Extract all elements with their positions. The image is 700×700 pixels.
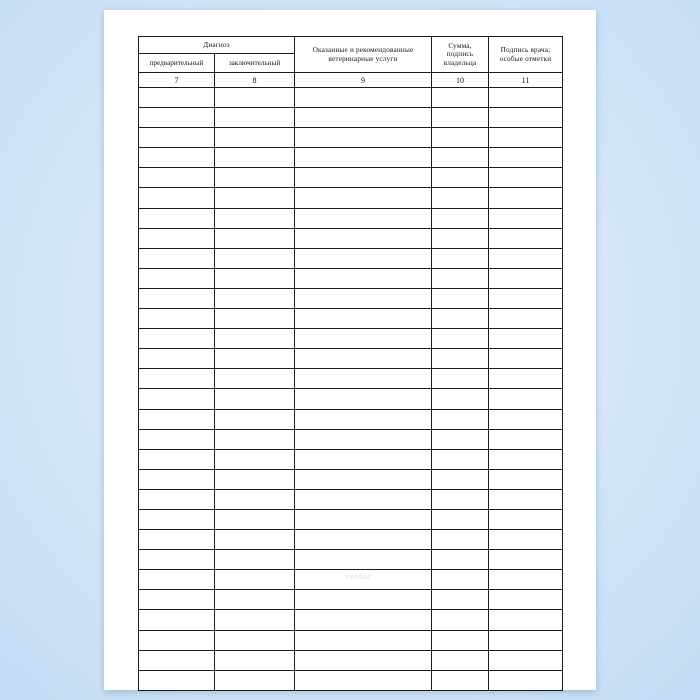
table-cell-c11[interactable] [489, 128, 563, 148]
table-cell-c8[interactable] [215, 369, 295, 389]
table-cell-c9[interactable] [295, 509, 432, 529]
table-cell-c10[interactable] [432, 409, 489, 429]
table-cell-c8[interactable] [215, 570, 295, 590]
table-row[interactable] [139, 389, 563, 409]
table-cell-c8[interactable] [215, 309, 295, 329]
table-cell-c11[interactable] [489, 309, 563, 329]
table-cell-c9[interactable] [295, 108, 432, 128]
table-cell-c7[interactable] [139, 128, 215, 148]
table-cell-c10[interactable] [432, 449, 489, 469]
table-cell-c8[interactable] [215, 168, 295, 188]
table-cell-c10[interactable] [432, 108, 489, 128]
table-cell-c10[interactable] [432, 550, 489, 570]
table-cell-c11[interactable] [489, 168, 563, 188]
table-cell-c11[interactable] [489, 288, 563, 308]
table-cell-c9[interactable] [295, 188, 432, 208]
table-cell-c9[interactable] [295, 128, 432, 148]
table-cell-c9[interactable] [295, 309, 432, 329]
journal-table-container [138, 36, 562, 691]
journal-table [138, 36, 563, 691]
table-row[interactable] [139, 449, 563, 469]
table-cell-c7[interactable] [139, 570, 215, 590]
table-cell-c10[interactable] [432, 489, 489, 509]
table-row[interactable] [139, 630, 563, 650]
table-row[interactable] [139, 88, 563, 108]
table-cell-c9[interactable] [295, 369, 432, 389]
table-cell-c7[interactable] [139, 670, 215, 690]
table-row[interactable] [139, 349, 563, 369]
column-header-sum-line-3: владельца [443, 58, 477, 67]
table-cell-c7[interactable] [139, 268, 215, 288]
table-cell-c9[interactable] [295, 409, 432, 429]
table-cell-c8[interactable] [215, 469, 295, 489]
table-cell-c7[interactable] [139, 590, 215, 610]
table-cell-c11[interactable] [489, 329, 563, 349]
table-cell-c8[interactable] [215, 108, 295, 128]
table-cell-c9[interactable] [295, 288, 432, 308]
table-row[interactable] [139, 429, 563, 449]
table-cell-c7[interactable] [139, 469, 215, 489]
table-cell-c7[interactable] [139, 248, 215, 268]
table-cell-c7[interactable] [139, 509, 215, 529]
table-cell-c9[interactable] [295, 570, 432, 590]
table-cell-c7[interactable] [139, 409, 215, 429]
table-cell-c8[interactable] [215, 148, 295, 168]
table-row[interactable] [139, 550, 563, 570]
table-cell-c10[interactable] [432, 509, 489, 529]
table-cell-c11[interactable] [489, 610, 563, 630]
table-row[interactable] [139, 248, 563, 268]
table-row[interactable] [139, 228, 563, 248]
table-header-group-row [139, 37, 563, 54]
table-cell-c8[interactable] [215, 429, 295, 449]
table-cell-c9[interactable] [295, 88, 432, 108]
table-cell-c11[interactable] [489, 650, 563, 670]
table-cell-c7[interactable] [139, 429, 215, 449]
table-cell-c8[interactable] [215, 409, 295, 429]
table-cell-c7[interactable] [139, 650, 215, 670]
table-cell-c10[interactable] [432, 309, 489, 329]
table-cell-c9[interactable] [295, 208, 432, 228]
table-cell-c8[interactable] [215, 610, 295, 630]
table-cell-c9[interactable] [295, 590, 432, 610]
table-cell-c8[interactable] [215, 188, 295, 208]
table-row[interactable] [139, 570, 563, 590]
table-cell-c9[interactable] [295, 349, 432, 369]
table-cell-c7[interactable] [139, 349, 215, 369]
table-cell-c8[interactable] [215, 590, 295, 610]
column-header-services-line-1: Оказанные и рекомендованные [312, 45, 414, 54]
table-cell-c9[interactable] [295, 429, 432, 449]
table-cell-c7[interactable] [139, 550, 215, 570]
page-watermark: vetdoc [345, 572, 373, 581]
column-header-sum-line-2: подпись [446, 50, 474, 59]
table-cell-c8[interactable] [215, 670, 295, 690]
table-cell-c9[interactable] [295, 469, 432, 489]
column-header-services [295, 37, 432, 73]
column-header-doctor-line-2: особые отметки [499, 54, 552, 63]
table-cell-c10[interactable] [432, 570, 489, 590]
table-cell-c8[interactable] [215, 389, 295, 409]
table-body [139, 88, 563, 691]
table-cell-c10[interactable] [432, 610, 489, 630]
table-cell-c7[interactable] [139, 208, 215, 228]
column-header-doctor-signature-notes [489, 37, 563, 73]
table-cell-c10[interactable] [432, 88, 489, 108]
column-number-8: 8 [215, 73, 295, 88]
table-row[interactable] [139, 148, 563, 168]
table-cell-c11[interactable] [489, 570, 563, 590]
table-cell-c10[interactable] [432, 329, 489, 349]
table-cell-c11[interactable] [489, 228, 563, 248]
table-cell-c9[interactable] [295, 650, 432, 670]
table-cell-c8[interactable] [215, 88, 295, 108]
table-cell-c8[interactable] [215, 288, 295, 308]
table-row[interactable] [139, 168, 563, 188]
table-cell-c7[interactable] [139, 630, 215, 650]
table-cell-c7[interactable] [139, 329, 215, 349]
table-cell-c9[interactable] [295, 329, 432, 349]
table-cell-c10[interactable] [432, 248, 489, 268]
column-header-services-line-2: ветеринарные услуги [328, 54, 398, 63]
table-cell-c10[interactable] [432, 128, 489, 148]
table-cell-c11[interactable] [489, 88, 563, 108]
table-cell-c11[interactable] [489, 530, 563, 550]
column-number-10: 10 [432, 73, 489, 88]
table-cell-c8[interactable] [215, 248, 295, 268]
column-header-sum-line-1: Сумма, [448, 41, 472, 50]
table-cell-c10[interactable] [432, 650, 489, 670]
table-row[interactable] [139, 208, 563, 228]
table-cell-c11[interactable] [489, 188, 563, 208]
column-header-preliminary-diagnosis: предварительный [139, 54, 215, 73]
table-cell-c11[interactable] [489, 509, 563, 529]
table-cell-c8[interactable] [215, 329, 295, 349]
table-cell-c8[interactable] [215, 268, 295, 288]
table-cell-c10[interactable] [432, 530, 489, 550]
table-cell-c7[interactable] [139, 148, 215, 168]
column-number-7: 7 [139, 73, 215, 88]
table-row[interactable] [139, 268, 563, 288]
table-row[interactable] [139, 590, 563, 610]
table-row[interactable] [139, 670, 563, 690]
table-cell-c8[interactable] [215, 650, 295, 670]
table-cell-c10[interactable] [432, 670, 489, 690]
table-cell-c7[interactable] [139, 88, 215, 108]
table-cell-c11[interactable] [489, 429, 563, 449]
table-row[interactable] [139, 369, 563, 389]
table-cell-c9[interactable] [295, 228, 432, 248]
table-cell-c11[interactable] [489, 369, 563, 389]
table-row[interactable] [139, 469, 563, 489]
table-cell-c9[interactable] [295, 389, 432, 409]
table-row[interactable] [139, 409, 563, 429]
table-cell-c10[interactable] [432, 268, 489, 288]
table-cell-c7[interactable] [139, 610, 215, 630]
table-row[interactable] [139, 530, 563, 550]
table-cell-c9[interactable] [295, 670, 432, 690]
table-cell-c11[interactable] [489, 489, 563, 509]
table-cell-c11[interactable] [489, 590, 563, 610]
column-number-11: 11 [489, 73, 563, 88]
table-cell-c10[interactable] [432, 208, 489, 228]
table-cell-c8[interactable] [215, 550, 295, 570]
table-cell-c8[interactable] [215, 449, 295, 469]
table-cell-c9[interactable] [295, 550, 432, 570]
table-cell-c11[interactable] [489, 268, 563, 288]
table-cell-c10[interactable] [432, 389, 489, 409]
table-cell-c11[interactable] [489, 469, 563, 489]
table-cell-c11[interactable] [489, 409, 563, 429]
table-cell-c9[interactable] [295, 168, 432, 188]
table-cell-c8[interactable] [215, 630, 295, 650]
table-cell-c8[interactable] [215, 128, 295, 148]
table-row[interactable] [139, 329, 563, 349]
table-row[interactable] [139, 128, 563, 148]
table-cell-c8[interactable] [215, 349, 295, 369]
column-header-sum-owner-signature [432, 37, 489, 73]
table-cell-c9[interactable] [295, 610, 432, 630]
table-cell-c11[interactable] [489, 550, 563, 570]
table-cell-c8[interactable] [215, 489, 295, 509]
table-column-number-row [139, 73, 563, 88]
table-cell-c7[interactable] [139, 108, 215, 128]
table-cell-c10[interactable] [432, 590, 489, 610]
table-cell-c8[interactable] [215, 228, 295, 248]
table-cell-c10[interactable] [432, 288, 489, 308]
table-cell-c11[interactable] [489, 630, 563, 650]
table-row[interactable] [139, 188, 563, 208]
column-header-doctor-line-1: Подпись врача; [500, 45, 551, 54]
table-cell-c10[interactable] [432, 148, 489, 168]
table-cell-c10[interactable] [432, 630, 489, 650]
column-number-9: 9 [295, 73, 432, 88]
table-header [139, 37, 563, 88]
table-cell-c7[interactable] [139, 228, 215, 248]
table-cell-c11[interactable] [489, 108, 563, 128]
document-page [104, 10, 596, 690]
table-cell-c7[interactable] [139, 288, 215, 308]
table-cell-c7[interactable] [139, 168, 215, 188]
table-cell-c11[interactable] [489, 670, 563, 690]
table-cell-c11[interactable] [489, 208, 563, 228]
table-cell-c10[interactable] [432, 429, 489, 449]
table-row[interactable] [139, 610, 563, 630]
table-row[interactable] [139, 288, 563, 308]
table-cell-c7[interactable] [139, 449, 215, 469]
table-cell-c9[interactable] [295, 530, 432, 550]
table-cell-c10[interactable] [432, 369, 489, 389]
table-cell-c9[interactable] [295, 248, 432, 268]
column-group-header-diagnosis: Диагноз [139, 37, 295, 54]
table-cell-c8[interactable] [215, 530, 295, 550]
table-cell-c11[interactable] [489, 148, 563, 168]
table-cell-c9[interactable] [295, 489, 432, 509]
table-cell-c9[interactable] [295, 630, 432, 650]
table-cell-c7[interactable] [139, 369, 215, 389]
table-row[interactable] [139, 489, 563, 509]
table-row[interactable] [139, 650, 563, 670]
column-header-final-diagnosis: заключительный [215, 54, 295, 73]
table-cell-c9[interactable] [295, 449, 432, 469]
table-cell-c11[interactable] [489, 389, 563, 409]
table-cell-c11[interactable] [489, 248, 563, 268]
table-cell-c8[interactable] [215, 208, 295, 228]
table-cell-c11[interactable] [489, 449, 563, 469]
table-cell-c7[interactable] [139, 389, 215, 409]
table-cell-c10[interactable] [432, 168, 489, 188]
table-cell-c7[interactable] [139, 489, 215, 509]
table-cell-c10[interactable] [432, 349, 489, 369]
table-cell-c10[interactable] [432, 469, 489, 489]
table-cell-c10[interactable] [432, 188, 489, 208]
table-row[interactable] [139, 509, 563, 529]
table-cell-c9[interactable] [295, 148, 432, 168]
table-cell-c8[interactable] [215, 509, 295, 529]
table-cell-c10[interactable] [432, 228, 489, 248]
table-cell-c7[interactable] [139, 309, 215, 329]
table-cell-c11[interactable] [489, 349, 563, 369]
table-cell-c9[interactable] [295, 268, 432, 288]
table-cell-c7[interactable] [139, 530, 215, 550]
table-row[interactable] [139, 309, 563, 329]
table-cell-c7[interactable] [139, 188, 215, 208]
table-row[interactable] [139, 108, 563, 128]
